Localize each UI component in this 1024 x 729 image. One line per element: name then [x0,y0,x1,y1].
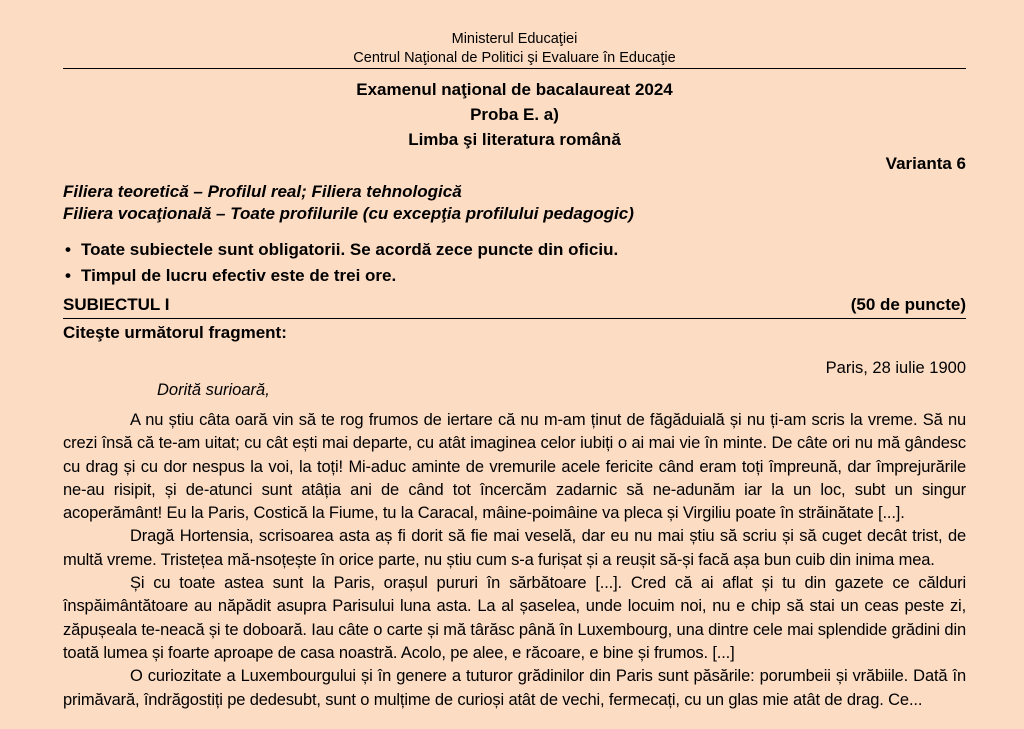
letter-paragraph: Dragă Hortensia, scrisoarea asta aș fi dorit să fie mai veselă, dar eu nu mai știu să scriu și să cuget decât trist, de multă vreme. Tristețea mă-nsoțește în orice parte, nu știu cum s-a furișat și a reușit să-și facă așa bun cuib din inima mea. [63,527,966,569]
ministry-name: Ministerul Educaţiei [451,31,578,47]
exam-subject: Limba şi literatura română [408,130,621,149]
subject-instruction: Citeşte următorul fragment: [63,323,287,342]
letter-salutation: Dorită surioară, [157,381,270,399]
letter-date: Paris, 28 iulie 1900 [825,359,966,377]
subject-heading [63,294,966,319]
center-name: Centrul Naţional de Politici şi Evaluare în Educaţie [353,50,676,66]
exam-name: Examenul naţional de bacalaureat 2024 [356,80,673,99]
rules-list [63,237,966,289]
filiera-block [63,181,966,225]
subject-points: (50 de puncte) [850,295,966,314]
letter-paragraph: O curiozitate a Luxembourgului și în genere a tuturor grădinilor din Paris sunt păsările: porumbeii și vrăbiile. Dată în primăvară, îndrăgostiți pe dedesubt, sunt o mulțime de curioși atât de vechi, fermecați, cu un glas mie atât de drag. Ce... [63,667,966,709]
variant-label: Varianta 6 [885,154,966,173]
header-divider [63,68,966,69]
exam-proba: Proba E. a) [470,105,559,124]
ministry-header [63,0,966,68]
filiera-line-1: Filiera teoretică – Profilul real; Filiera tehnologică [63,182,462,201]
rule-item: • Timpul de lucru efectiv este de trei ore. [63,263,966,289]
filiera-line-2: Filiera vocaţională – Toate profilurile (cu excepţia profilului pedagogic) [63,204,634,223]
exam-page [63,0,966,729]
letter-paragraph: Și cu toate astea sunt la Paris, orașul pururi în sărbătoare [...]. Cred că ai aflat și tu din gazete ce călduri înspăimântătoare au năpădit asupra Parisului luna asta. La al șaselea, unde locuim noi, nu e chip să stai un ceas peste zi, zăpușeala te-neacă și te doboară. Iau câte o carte și mă târăsc până în Luxembourg, una dintre cele mai splendide grădini din toată lumea și foarte aproape de casa noastră. Acolo, pe alee, e răcoare, e bine și frumos. [...] [63,574,966,662]
subject-title: SUBIECTUL I [63,295,170,314]
exam-title [63,77,966,152]
letter-paragraph: A nu știu câta oară vin să te rog frumos de iertare că nu m-am ținut de făgăduială și nu ți-am scris la vreme. Să nu crezi însă că te-am uitat; cu cât ești mai departe, cu atât imaginea celor iubiți o ai mai vie în minte. De câte ori nu mă gândesc cu drag și cu dor nespus la voi, la toți! Mi-aduc aminte de vremurile acele fericite când eram toți împreună, dar împrejurările ne-au risipit, și de-atunci sunt atâția ani de când tot încercăm zadarnic să ne-adunăm iar la un loc, subt un singur acoperământ! Eu la Paris, Costică la Fiume, tu la Caracal, mâine-poimâine va pleca și Virgiliu poate în străinătate [...]. [63,411,966,523]
rule-item: • Toate subiectele sunt obligatorii. Se acordă zece puncte din oficiu. [63,237,966,263]
